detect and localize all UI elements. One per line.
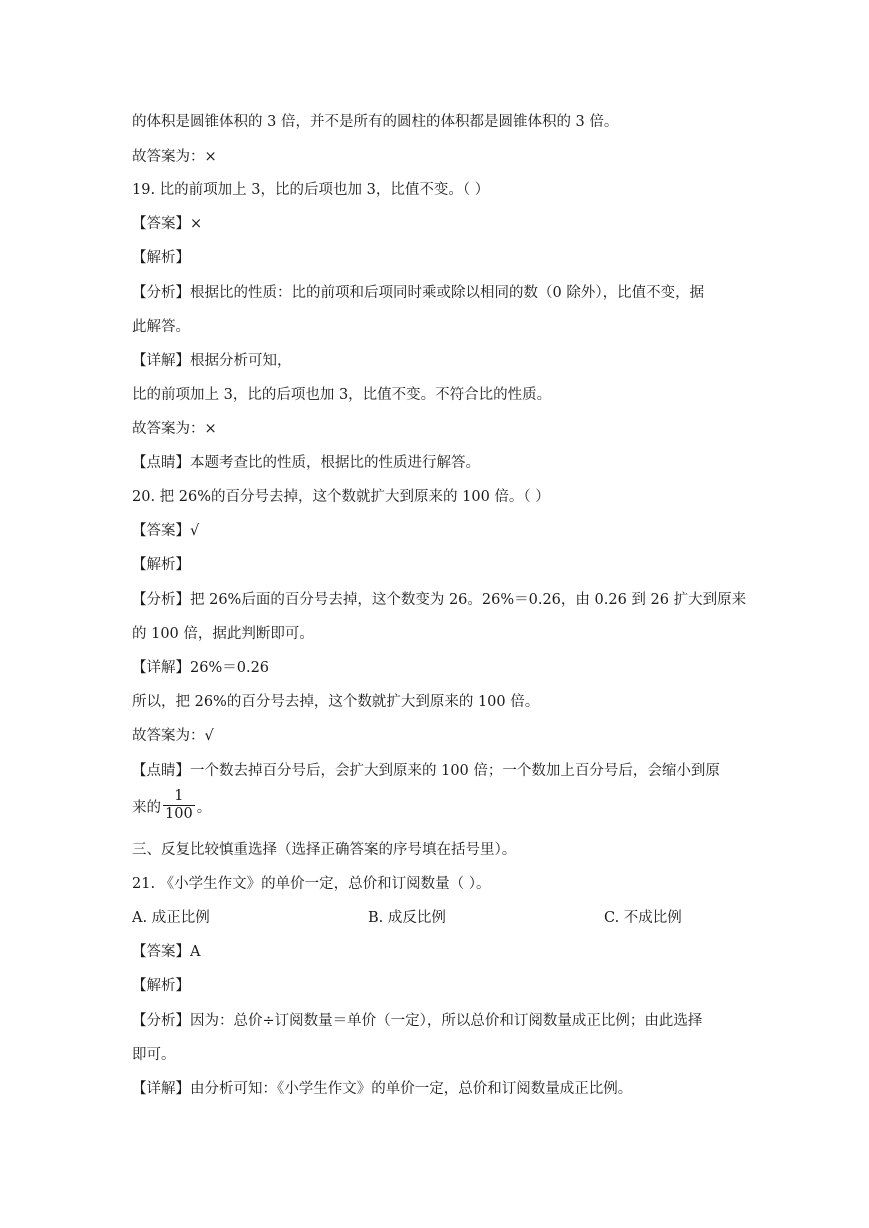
analysis-heading: 【解析】	[132, 557, 190, 573]
answer-line: 故答案为：√	[132, 728, 214, 744]
option-a: A. 成正比例	[132, 910, 210, 926]
analysis-text: 此解答。	[132, 319, 190, 335]
question-19: 19. 比的前项加上 3，比的后项也加 3，比值不变。（ ）	[132, 182, 490, 198]
answer-label: 【答案】×	[132, 216, 203, 232]
fraction	[163, 788, 195, 823]
detail-text: 【详解】根据分析可知，	[132, 353, 292, 369]
section-heading: 三、反复比较慎重选择（选择正确答案的序号填在括号里）。	[132, 842, 517, 858]
comment-text: 【点睛】一个数去掉百分号后，会扩大到原来的 100 倍；一个数加上百分号后，会缩小到原	[132, 763, 720, 779]
analysis-text: 的 100 倍，据此判断即可。	[132, 626, 314, 642]
detail-text: 【详解】26%＝0.26	[132, 660, 270, 676]
option-b: B. 成反比例	[368, 910, 446, 926]
fraction-prefix: 来的	[132, 799, 161, 816]
option-c: C. 不成比例	[604, 910, 682, 926]
detail-text: 比的前项加上 3，比的后项也加 3，比值不变。不符合比的性质。	[132, 387, 552, 403]
analysis-text: 【分析】把 26%后面的百分号去掉，这个数变为 26。26%＝0.26，由 0.26 到 26 扩大到原来	[132, 592, 747, 608]
answer-line: 故答案为：×	[132, 421, 217, 437]
analysis-heading: 【解析】	[132, 978, 190, 994]
answer-label: 【答案】A	[132, 944, 201, 960]
question-21: 21. 《小学生作文》的单价一定，总价和订阅数量（ ）。	[132, 876, 491, 892]
question-20: 20. 把 26%的百分号去掉，这个数就扩大到原来的 100 倍。（ ）	[132, 489, 550, 505]
comment-text-fraction	[132, 790, 829, 825]
comment-text: 【点睛】本题考查比的性质，根据比的性质进行解答。	[132, 455, 480, 471]
analysis-text: 【分析】根据比的性质：比的前项和后项同时乘或除以相同的数（0 除外），比值不变，据	[132, 285, 705, 301]
analysis-text: 即可。	[132, 1047, 176, 1063]
detail-text: 所以，把 26%的百分号去掉，这个数就扩大到原来的 100 倍。	[132, 694, 540, 710]
analysis-text: 【分析】因为：总价÷订阅数量＝单价（一定），所以总价和订阅数量成正比例；由此选择	[132, 1013, 703, 1029]
answer-line: 故答案为：×	[132, 149, 217, 165]
analysis-heading: 【解析】	[132, 250, 190, 266]
fraction-numerator: 1	[174, 788, 184, 804]
fraction-suffix: 。	[196, 799, 212, 816]
detail-text: 【详解】由分析可知：《小学生作文》的单价一定，总价和订阅数量成正比例。	[132, 1081, 633, 1097]
text-line: 的体积是圆锥体积的 3 倍，并不是所有的圆柱的体积都是圆锥体积的 3 倍。	[132, 114, 619, 130]
answer-label: 【答案】√	[132, 523, 200, 539]
fraction-denominator: 100	[165, 806, 193, 822]
